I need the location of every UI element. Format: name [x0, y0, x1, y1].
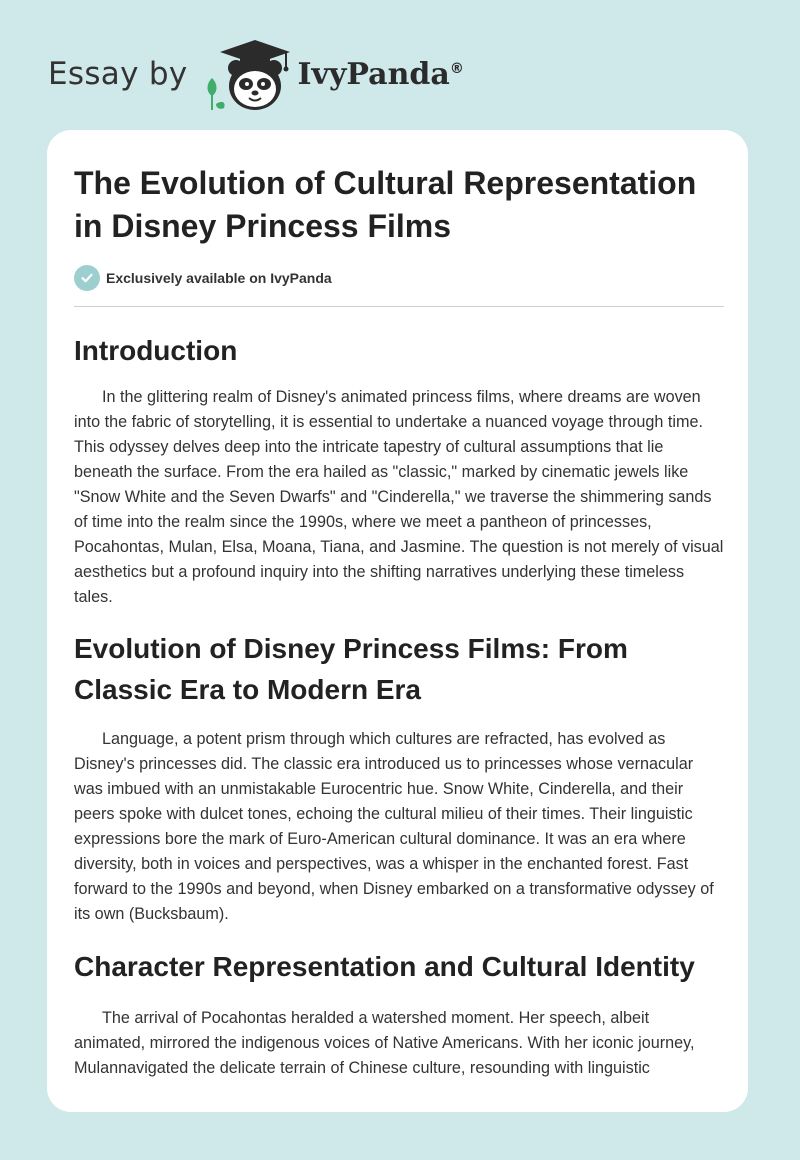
brand-header [48, 34, 464, 114]
section-heading-introduction: Introduction [74, 335, 238, 366]
page-title: The Evolution of Cultural Representation in Disney Princess Films [74, 165, 697, 244]
exclusive-label: Exclusively available on IvyPanda [106, 270, 332, 286]
section-heading-evolution: Evolution of Disney Princess Films: From Classic Era to Modern Era [74, 633, 628, 705]
check-circle-icon [74, 265, 100, 291]
brand-prefix: Essay by [48, 56, 188, 92]
section-paragraph-character-representation: The arrival of Pocahontas heralded a watershed moment. Her speech, albeit animated, mirrored the indigenous voices of Native Americans. With her iconic journey, Mulannavigated the delicate terrain of Chinese culture, resounding with linguistic [74, 1009, 695, 1077]
panda-graduate-icon [202, 34, 294, 114]
brand-name [298, 57, 464, 92]
section-paragraph-evolution: Language, a potent prism through which cultures are refracted, has evolved as Disney's princesses did. The classic era introduced us to princesses whose vernacular was imbued with an unmistakable Eurocentric hue. Snow White, Cinderella, and their peers spoke with dulcet tones, echoing the cultural milieu of their times. Their linguistic expressions bore the mark of Euro-American cultural dominance. It was an era where diversity, both in voices and perspectives, was a whisper in the enchanted forest. Fast forward to the 1990s and beyond, when Disney embarked on a transformative odyssey of its own (Bucksbaum). [74, 730, 714, 923]
section-heading-character-representation: Character Representation and Cultural Identity [74, 951, 695, 982]
essay-content [74, 162, 724, 1081]
brand-registered-mark: ® [449, 60, 464, 77]
title-divider [74, 306, 724, 307]
section-paragraph-introduction: In the glittering realm of Disney's animated princess films, where dreams are woven into the fabric of storytelling, it is essential to undertake a nuanced voyage through time. This odyssey delves deep into the intricate tapestry of cultural assumptions that lie beneath the surface. From the era hailed as "classic," marked by cinematic jewels like "Snow White and the Seven Dwarfs" and "Cinderella," we traverse the shimmering sands of time into the realm since the 1990s, where we meet a pantheon of princesses, Pocahontas, Mulan, Elsa, Moana, Tiana, and Jasmine. The question is not merely of visual aesthetics but a profound inquiry into the shifting narratives underlying these timeless tales. [74, 388, 724, 606]
essay-card [47, 130, 748, 1112]
exclusive-badge [74, 264, 724, 292]
brand-name-text: IvyPanda [297, 56, 450, 92]
